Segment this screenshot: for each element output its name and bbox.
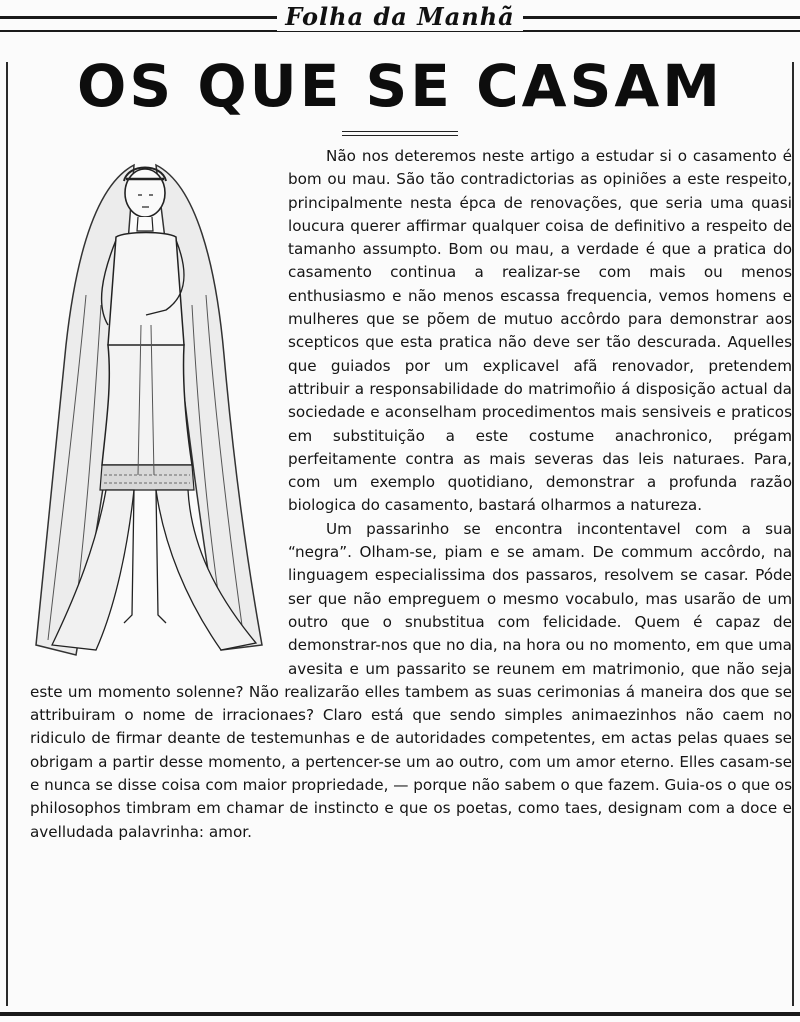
masthead-title: Folha da Manhã xyxy=(277,2,522,31)
article-body xyxy=(30,145,792,844)
newspaper-masthead xyxy=(0,2,800,31)
page-frame-left xyxy=(6,62,8,1006)
paragraph-1-text: Não nos deteremos neste artigo a estudar si o casamento é bom ou mau. São tão contradictorias as opiniões a este respeito, principalmente nesta épca de renovações, que seria uma quasi loucura querer affirmar qualquer coisa de definitivo a respeito de tamanho assumpto. Bom ou mau, a verdade é que a pratica do casamento continua a realizar-se com mais ou menos enthusiasmo e não menos escassa frequencia, vemos homens e mulheres que se põem de mutuo accôrdo para demonstrar aos scepticos que esta pratica não deve ser tão descurada. Aquelles que guiados por um explicavel afã renovador, pretendem attribuir a responsabilidade do matrimoñio á disposição actual da sociedade e aconselham procedimentos mais sensiveis e praticos em substituição a este costume anachronico, prégam perfeitamente contra as mais severas das leis naturaes. Para, com um exemplo quotidiano, demonstrar a profunda razão biologica do casamento, bastará olharmos a natureza. xyxy=(288,147,792,515)
bride-figure-drawing xyxy=(16,145,278,663)
page-bottom-rule xyxy=(0,1012,800,1016)
bride-illustration xyxy=(16,145,278,663)
headline-divider xyxy=(342,131,458,136)
article-paragraph-1 xyxy=(30,145,792,518)
article-headline: OS QUE SE CASAM xyxy=(77,52,723,120)
page-frame-right xyxy=(792,62,794,1006)
article-paragraph-2: Um passarinho se encontra incontentavel com a sua “negra”. Olham-se, piam e se amam. De commum accôrdo, na linguagem especialissima dos passaros, resolvem se casar. Póde ser que não empreguem o mesmo vocabulo, mas usarão de um outro que o snubstitua com felicidade. Quem é capaz de demonstrar-nos que no dia, na hora ou no momento, em que uma avesita e um passarito se reunem em matrimonio, que não seja este um momento solenne? Não realizarão elles tambem as suas cerimonias á maneira dos que se attribuiram o nome de irracionaes? Claro está que sendo simples animaezinhos não caem no ridiculo de firmar deante de testemunhas e de autoridades competentes, em actas pelas quaes se obrigam a partir desse momento, a pertencer-se um ao outro, com um amor eterno. Elles casam-se e nunca se disse coisa com maior propriedade, — porque não sabem o que fazem. Guia-os o que os philosophos timbram em chamar de instincto e que os poetas, como taes, designam com a doce e avelludada palavrinha: amor. xyxy=(30,519,792,841)
